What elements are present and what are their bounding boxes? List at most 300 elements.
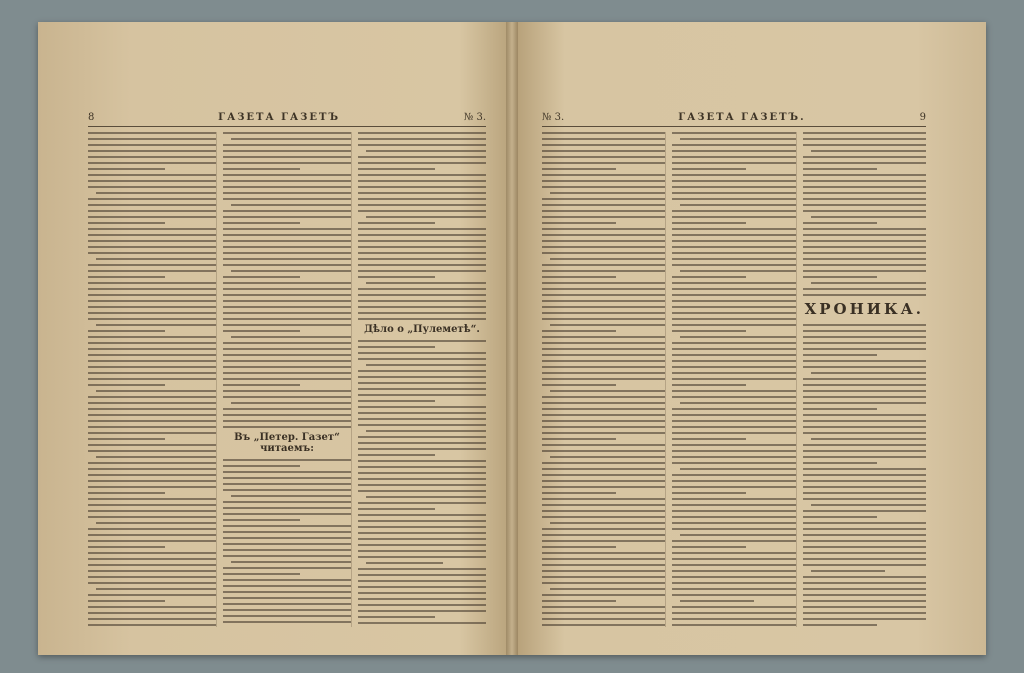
text-line	[88, 216, 216, 218]
text-line	[542, 234, 665, 236]
text-line	[358, 622, 486, 624]
text-line	[366, 282, 486, 284]
text-line	[358, 526, 486, 528]
text-line	[88, 288, 216, 290]
text-line	[672, 210, 795, 212]
text-line	[542, 420, 665, 422]
text-line	[358, 376, 486, 378]
text-line	[672, 546, 746, 548]
text-line	[542, 306, 665, 308]
text-line	[803, 186, 926, 188]
text-line	[96, 390, 216, 392]
text-line	[88, 480, 216, 482]
text-line	[542, 348, 665, 350]
text-line	[811, 216, 926, 218]
text-line	[231, 270, 351, 272]
text-line	[680, 336, 795, 338]
text-line	[358, 478, 486, 480]
text-line	[672, 426, 795, 428]
text-line	[223, 426, 351, 428]
text-line	[672, 360, 795, 362]
text-line	[803, 132, 926, 134]
text-line	[803, 594, 926, 596]
text-line	[88, 570, 216, 572]
text-line	[542, 528, 665, 530]
text-line	[223, 306, 351, 308]
text-line	[88, 414, 216, 416]
text-line	[231, 561, 351, 563]
text-line	[88, 444, 216, 446]
text-line	[88, 552, 216, 554]
text-line	[358, 604, 486, 606]
text-line	[542, 396, 665, 398]
text-line	[672, 582, 795, 584]
text-line	[542, 564, 665, 566]
text-line	[223, 525, 351, 527]
text-line	[88, 180, 216, 182]
text-line	[223, 192, 351, 194]
text-line	[672, 396, 795, 398]
text-line	[88, 312, 216, 314]
text-line	[358, 490, 486, 492]
text-line	[223, 318, 351, 320]
text-line	[672, 252, 795, 254]
text-line	[542, 372, 665, 374]
text-line	[542, 378, 665, 380]
text-line	[88, 468, 216, 470]
text-line	[672, 276, 746, 278]
text-line	[672, 558, 795, 560]
text-line	[223, 156, 351, 158]
text-line	[88, 402, 216, 404]
text-line	[358, 412, 486, 414]
text-line	[358, 246, 486, 248]
text-line	[223, 567, 351, 569]
text-line	[88, 156, 216, 158]
text-line	[542, 240, 665, 242]
text-line	[88, 618, 216, 620]
text-line	[542, 612, 665, 614]
text-line	[542, 174, 665, 176]
text-line	[542, 510, 665, 512]
text-line	[672, 474, 795, 476]
text-line	[672, 372, 795, 374]
text-line	[803, 138, 926, 140]
text-line	[358, 358, 486, 360]
text-line	[358, 598, 486, 600]
text-line	[358, 240, 486, 242]
text-line	[358, 544, 486, 546]
text-line	[542, 360, 665, 362]
text-line	[358, 502, 486, 504]
text-line	[811, 504, 926, 506]
text-line	[88, 210, 216, 212]
text-line	[803, 474, 926, 476]
text-line	[358, 436, 486, 438]
left-page-title: ГАЗЕТА ГАЗЕТЪ	[218, 111, 341, 123]
text-line	[542, 552, 665, 554]
text-line	[542, 294, 665, 296]
text-line	[223, 615, 351, 617]
text-line	[542, 276, 616, 278]
text-line	[542, 540, 665, 542]
text-line	[803, 516, 877, 518]
text-line	[811, 570, 885, 572]
text-line	[803, 558, 926, 560]
text-line	[803, 618, 926, 620]
text-line	[88, 348, 216, 350]
text-line	[358, 520, 486, 522]
text-line	[223, 420, 351, 422]
text-line	[803, 354, 877, 356]
text-line	[803, 324, 926, 326]
text-line	[803, 498, 926, 500]
text-line	[803, 162, 926, 164]
text-line	[88, 264, 216, 266]
text-line	[223, 513, 351, 515]
text-line	[542, 132, 665, 134]
text-line	[358, 382, 486, 384]
text-line	[803, 540, 926, 542]
text-line	[358, 442, 486, 444]
text-line	[672, 198, 795, 200]
text-line	[358, 186, 486, 188]
text-line	[88, 372, 216, 374]
text-line	[803, 174, 926, 176]
text-line	[223, 294, 351, 296]
text-line	[223, 543, 351, 545]
newspaper-spread	[38, 22, 986, 655]
text-line	[358, 574, 486, 576]
text-line	[223, 300, 351, 302]
text-line	[550, 522, 665, 524]
text-line	[672, 162, 795, 164]
text-line	[358, 312, 486, 314]
text-line	[88, 426, 216, 428]
text-line	[366, 562, 443, 564]
text-line	[803, 366, 926, 368]
text-line	[358, 144, 486, 146]
text-line	[358, 586, 486, 588]
text-line	[223, 501, 351, 503]
text-line	[88, 282, 216, 284]
text-line	[542, 570, 665, 572]
text-line	[542, 330, 616, 332]
text-line	[88, 420, 216, 422]
text-line	[223, 144, 351, 146]
text-line	[803, 222, 877, 224]
text-line	[542, 150, 665, 152]
text-line	[223, 531, 351, 533]
text-line	[358, 222, 435, 224]
text-line	[672, 588, 795, 590]
left-page-header	[88, 110, 486, 124]
text-line	[542, 534, 665, 536]
text-line	[672, 618, 795, 620]
text-line	[223, 348, 351, 350]
text-line	[672, 420, 795, 422]
text-line	[680, 204, 795, 206]
text-line	[223, 408, 351, 410]
text-line	[550, 324, 665, 326]
text-line	[542, 186, 665, 188]
text-line	[366, 216, 486, 218]
text-line	[358, 424, 486, 426]
text-line	[542, 462, 665, 464]
text-line	[88, 330, 165, 332]
text-line	[803, 420, 926, 422]
text-line	[672, 222, 746, 224]
text-line	[542, 582, 665, 584]
text-line	[231, 138, 351, 140]
text-line	[88, 198, 216, 200]
text-line	[358, 156, 486, 158]
text-line	[358, 198, 486, 200]
text-line	[803, 198, 926, 200]
text-line	[542, 342, 665, 344]
text-line	[88, 516, 216, 518]
text-line	[680, 138, 795, 140]
text-line	[88, 594, 216, 596]
text-line	[542, 444, 665, 446]
text-line	[672, 438, 746, 440]
text-line	[358, 568, 486, 570]
text-line	[672, 498, 795, 500]
left-text-columns	[88, 132, 486, 627]
text-line	[542, 246, 665, 248]
left-header-rule	[88, 126, 486, 127]
text-line	[811, 282, 926, 284]
text-line	[542, 300, 665, 302]
text-line	[803, 276, 877, 278]
text-line	[223, 186, 351, 188]
text-line	[672, 312, 795, 314]
text-line	[542, 486, 665, 488]
text-line	[223, 465, 300, 467]
text-line	[358, 514, 486, 516]
text-line	[223, 537, 351, 539]
text-line	[223, 384, 300, 386]
text-line	[358, 192, 486, 194]
text-line	[672, 180, 795, 182]
left-column-1	[88, 132, 217, 627]
right-header-rule	[542, 126, 926, 127]
text-line	[803, 180, 926, 182]
text-line	[672, 504, 795, 506]
text-line	[803, 546, 926, 548]
text-line	[542, 228, 665, 230]
text-line	[803, 552, 926, 554]
text-line	[542, 450, 665, 452]
text-line	[803, 384, 926, 386]
text-line	[223, 210, 351, 212]
text-line	[88, 252, 216, 254]
text-line	[223, 234, 351, 236]
text-line	[803, 612, 926, 614]
text-line	[672, 414, 795, 416]
text-line	[672, 132, 795, 134]
text-line	[223, 591, 351, 593]
text-line	[358, 352, 486, 354]
text-line	[672, 240, 795, 242]
text-line	[672, 492, 746, 494]
text-line	[803, 264, 926, 266]
text-line	[358, 550, 486, 552]
text-line	[223, 372, 351, 374]
section-heading: Дѣло о „Пулеметѣ“.	[364, 324, 480, 335]
text-line	[223, 396, 351, 398]
text-line	[542, 600, 616, 602]
text-line	[358, 508, 435, 510]
text-line	[88, 270, 216, 272]
text-line	[223, 549, 351, 551]
text-line	[672, 408, 795, 410]
text-line	[358, 258, 486, 260]
text-line	[358, 306, 486, 308]
text-line	[542, 222, 616, 224]
text-line	[672, 282, 795, 284]
text-line	[223, 216, 351, 218]
text-line	[223, 342, 351, 344]
text-line	[96, 522, 216, 524]
text-line	[550, 192, 665, 194]
text-line	[223, 471, 351, 473]
text-line	[88, 624, 216, 626]
text-line	[672, 228, 795, 230]
text-line	[542, 432, 665, 434]
text-line	[358, 592, 486, 594]
text-line	[672, 378, 795, 380]
text-line	[358, 340, 486, 342]
text-line	[88, 504, 216, 506]
text-line	[672, 444, 795, 446]
text-line	[672, 168, 746, 170]
text-line	[542, 156, 665, 158]
text-line	[88, 564, 216, 566]
text-line	[88, 582, 216, 584]
text-line	[88, 294, 216, 296]
text-line	[803, 600, 926, 602]
text-line	[88, 174, 216, 176]
text-line	[358, 138, 486, 140]
text-line	[358, 252, 486, 254]
text-line	[542, 408, 665, 410]
text-line	[542, 558, 665, 560]
text-line	[542, 426, 665, 428]
text-line	[358, 294, 486, 296]
text-line	[542, 264, 665, 266]
text-line	[223, 246, 351, 248]
text-line	[223, 579, 351, 581]
text-line	[358, 616, 435, 618]
text-line	[672, 510, 795, 512]
text-line	[542, 210, 665, 212]
text-line	[542, 546, 616, 548]
text-line	[223, 276, 300, 278]
text-line	[88, 474, 216, 476]
right-page	[518, 22, 986, 655]
text-line	[803, 534, 926, 536]
text-line	[88, 144, 216, 146]
text-line	[223, 360, 351, 362]
text-line	[223, 507, 351, 509]
text-line	[88, 528, 216, 530]
text-line	[672, 354, 795, 356]
text-line	[542, 414, 665, 416]
text-line	[88, 138, 216, 140]
text-line	[358, 300, 486, 302]
text-line	[223, 252, 351, 254]
text-line	[223, 390, 351, 392]
text-line	[672, 330, 746, 332]
text-line	[672, 576, 795, 578]
text-line	[223, 258, 351, 260]
text-line	[803, 336, 926, 338]
text-line	[803, 480, 926, 482]
text-line	[672, 612, 795, 614]
left-page	[38, 22, 506, 655]
text-line	[803, 210, 926, 212]
text-line	[223, 162, 351, 164]
text-line	[358, 532, 486, 534]
text-line	[231, 204, 351, 206]
text-line	[88, 360, 216, 362]
text-line	[672, 300, 795, 302]
text-line	[542, 336, 665, 338]
text-line	[358, 556, 486, 558]
text-line	[358, 168, 435, 170]
text-line	[803, 234, 926, 236]
text-line	[88, 492, 165, 494]
text-line	[223, 519, 300, 521]
text-line	[811, 372, 926, 374]
text-line	[803, 606, 926, 608]
text-line	[358, 406, 486, 408]
text-line	[680, 270, 795, 272]
text-line	[803, 258, 926, 260]
text-line	[88, 150, 216, 152]
text-line	[223, 489, 351, 491]
text-line	[803, 486, 926, 488]
text-line	[672, 294, 795, 296]
text-line	[680, 600, 754, 602]
text-line	[803, 432, 926, 434]
text-line	[803, 510, 926, 512]
text-line	[803, 576, 926, 578]
text-line	[358, 264, 486, 266]
text-line	[803, 444, 926, 446]
text-line	[88, 228, 216, 230]
text-line	[231, 402, 351, 404]
text-line	[88, 186, 216, 188]
text-line	[672, 144, 795, 146]
text-line	[803, 330, 926, 332]
text-line	[680, 534, 795, 536]
text-line	[803, 396, 926, 398]
text-line	[672, 390, 795, 392]
text-line	[672, 462, 795, 464]
text-line	[672, 486, 795, 488]
text-line	[542, 366, 665, 368]
text-line	[672, 594, 795, 596]
text-line	[803, 270, 926, 272]
text-line	[542, 312, 665, 314]
text-line	[223, 573, 300, 575]
text-line	[542, 480, 665, 482]
text-line	[542, 594, 665, 596]
right-page-issue: № 3.	[542, 111, 565, 123]
text-line	[358, 276, 435, 278]
